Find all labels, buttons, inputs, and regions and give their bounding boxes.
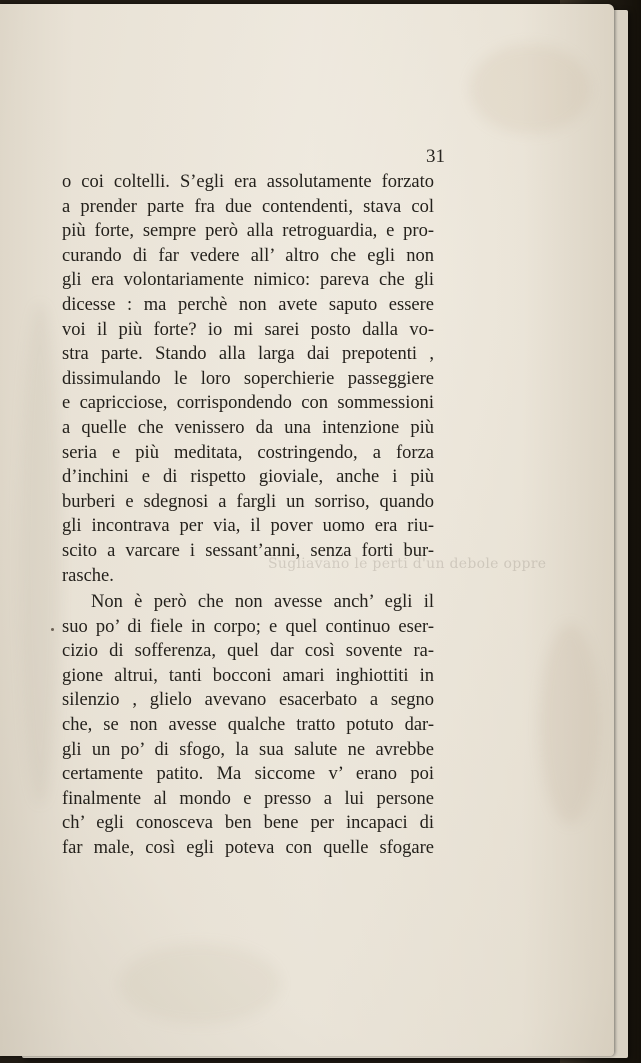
text-line: Non è però che non avesse anch’ egli il [91, 592, 434, 613]
bleed-through-text: Sugliavano le perti d'un debole oppre [268, 556, 547, 572]
paper-stain [120, 944, 280, 1024]
text-line: scito a varcare i sessant’anni, senza forti bur- [62, 540, 434, 561]
text-line: d’inchini e di rispetto gioviale, anche i più [62, 467, 434, 488]
text-line: finalmente al mondo e presso a lui persone [62, 788, 434, 809]
text-line: e capricciose, corrispondendo con sommessioni [62, 393, 434, 414]
body-text [62, 170, 434, 861]
text-line: più forte, sempre però alla retroguardia, e pro- [62, 221, 434, 242]
text-line: certamente patito. Ma siccome v’ erano poi [62, 764, 434, 785]
text-line: dicesse : ma perchè non avete saputo essere [62, 294, 434, 315]
text-line: gli incontrava per via, il pover uomo era riu- [62, 516, 434, 537]
text-line: far male, così egli poteva con quelle sfogare [62, 838, 434, 859]
text-line: o coi coltelli. S’egli era assolutamente forzato [62, 172, 434, 192]
text-line: a prender parte fra due contendenti, stava col [62, 196, 434, 217]
text-line: gli era volontariamente nimico: pareva che gli [62, 270, 434, 291]
book-page [0, 4, 614, 1056]
text-line: a quelle che venissero da una intenzione più [62, 417, 434, 438]
margin-mark [51, 628, 54, 631]
text-line: burberi e sdegnosi a fargli un sorriso, quando [62, 491, 434, 512]
paper-stain [20, 304, 60, 804]
paragraph [62, 170, 434, 588]
page-number: 31 [426, 146, 445, 167]
text-line: voi il più forte? io mi sarei posto dalla vo- [62, 319, 434, 340]
paper-stain [540, 624, 600, 824]
paragraph [62, 590, 434, 861]
text-line: stra parte. Stando alla larga dai prepotenti , [62, 344, 434, 365]
text-line: rasche. [62, 565, 114, 586]
text-line: ch’ egli conosceva ben bene per incapaci di [62, 813, 434, 834]
text-line: curando di far vedere all’ altro che egli non [62, 245, 434, 266]
text-line: silenzio , glielo avevano esacerbato a segno [62, 690, 434, 711]
text-line: dissimulando le loro soperchierie passeggiere [62, 368, 434, 389]
text-line: seria e più meditata, costringendo, a forza [62, 442, 434, 463]
text-line: gli un po’ di sfogo, la sua salute ne avrebbe [62, 739, 434, 760]
text-line: suo po’ di fiele in corpo; e quel continuo eser- [62, 616, 434, 637]
paper-stain [470, 44, 590, 134]
text-line: cizio di sofferenza, quel dar così sovente ra- [62, 641, 434, 662]
text-line: gione altrui, tanti bocconi amari inghiottiti in [62, 665, 434, 686]
text-line: che, se non avesse qualche tratto potuto dar- [62, 715, 434, 736]
